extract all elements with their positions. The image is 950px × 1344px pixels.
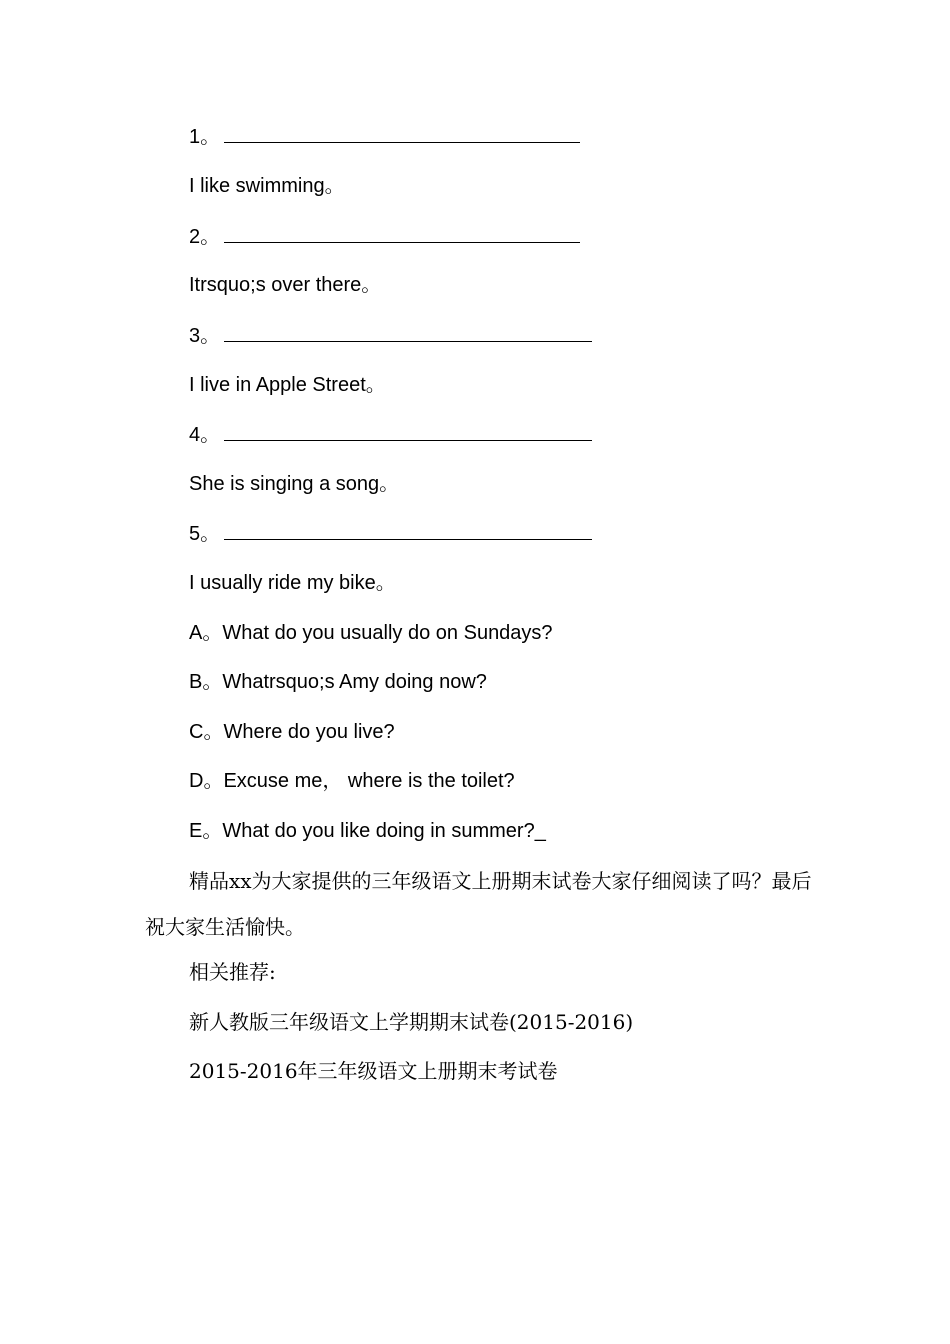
answer-blank: [224, 323, 592, 342]
closing-paragraph: 精品xx为大家提供的三年级语文上册期末试卷大家仔细阅读了吗？最后祝大家生活愉快。: [145, 869, 812, 939]
question-5: [189, 521, 592, 546]
question-3: [189, 323, 592, 348]
answer-5: I usually ride my bike。: [189, 572, 396, 594]
answer-3: I live in Apple Street。: [189, 374, 386, 396]
answer-blank: [224, 124, 580, 143]
answer-blank: [224, 422, 592, 441]
related-link-1[interactable]: 新人教版三年级语文上学期期末试卷(2015-2016): [189, 1010, 634, 1034]
option-d: D。Excuse me， where is the toilet?: [189, 770, 515, 792]
answer-blank: [224, 224, 580, 243]
option-b: B。Whatrsquo;s Amy doing now?: [189, 671, 487, 693]
question-number: 2。: [189, 226, 221, 248]
question-number: 4。: [189, 424, 221, 446]
question-number: 3。: [189, 325, 221, 347]
question-number: 1。: [189, 126, 221, 148]
answer-2: Itrsquo;s over there。: [189, 274, 382, 296]
question-4: [189, 422, 592, 447]
answer-1: I like swimming。: [189, 175, 345, 197]
related-heading: 相关推荐:: [189, 960, 276, 984]
question-1: [189, 124, 580, 149]
answer-blank: [224, 521, 592, 540]
answer-4: She is singing a song。: [189, 473, 400, 495]
question-2: [189, 224, 580, 249]
option-c: C。Where do you live?: [189, 721, 395, 743]
question-number: 5。: [189, 523, 221, 545]
option-e: E。What do you like doing in summer?_: [189, 820, 546, 842]
option-a: A。What do you usually do on Sundays?: [189, 622, 553, 644]
related-link-2[interactable]: 2015-2016年三年级语文上册期末考试卷: [189, 1059, 558, 1083]
